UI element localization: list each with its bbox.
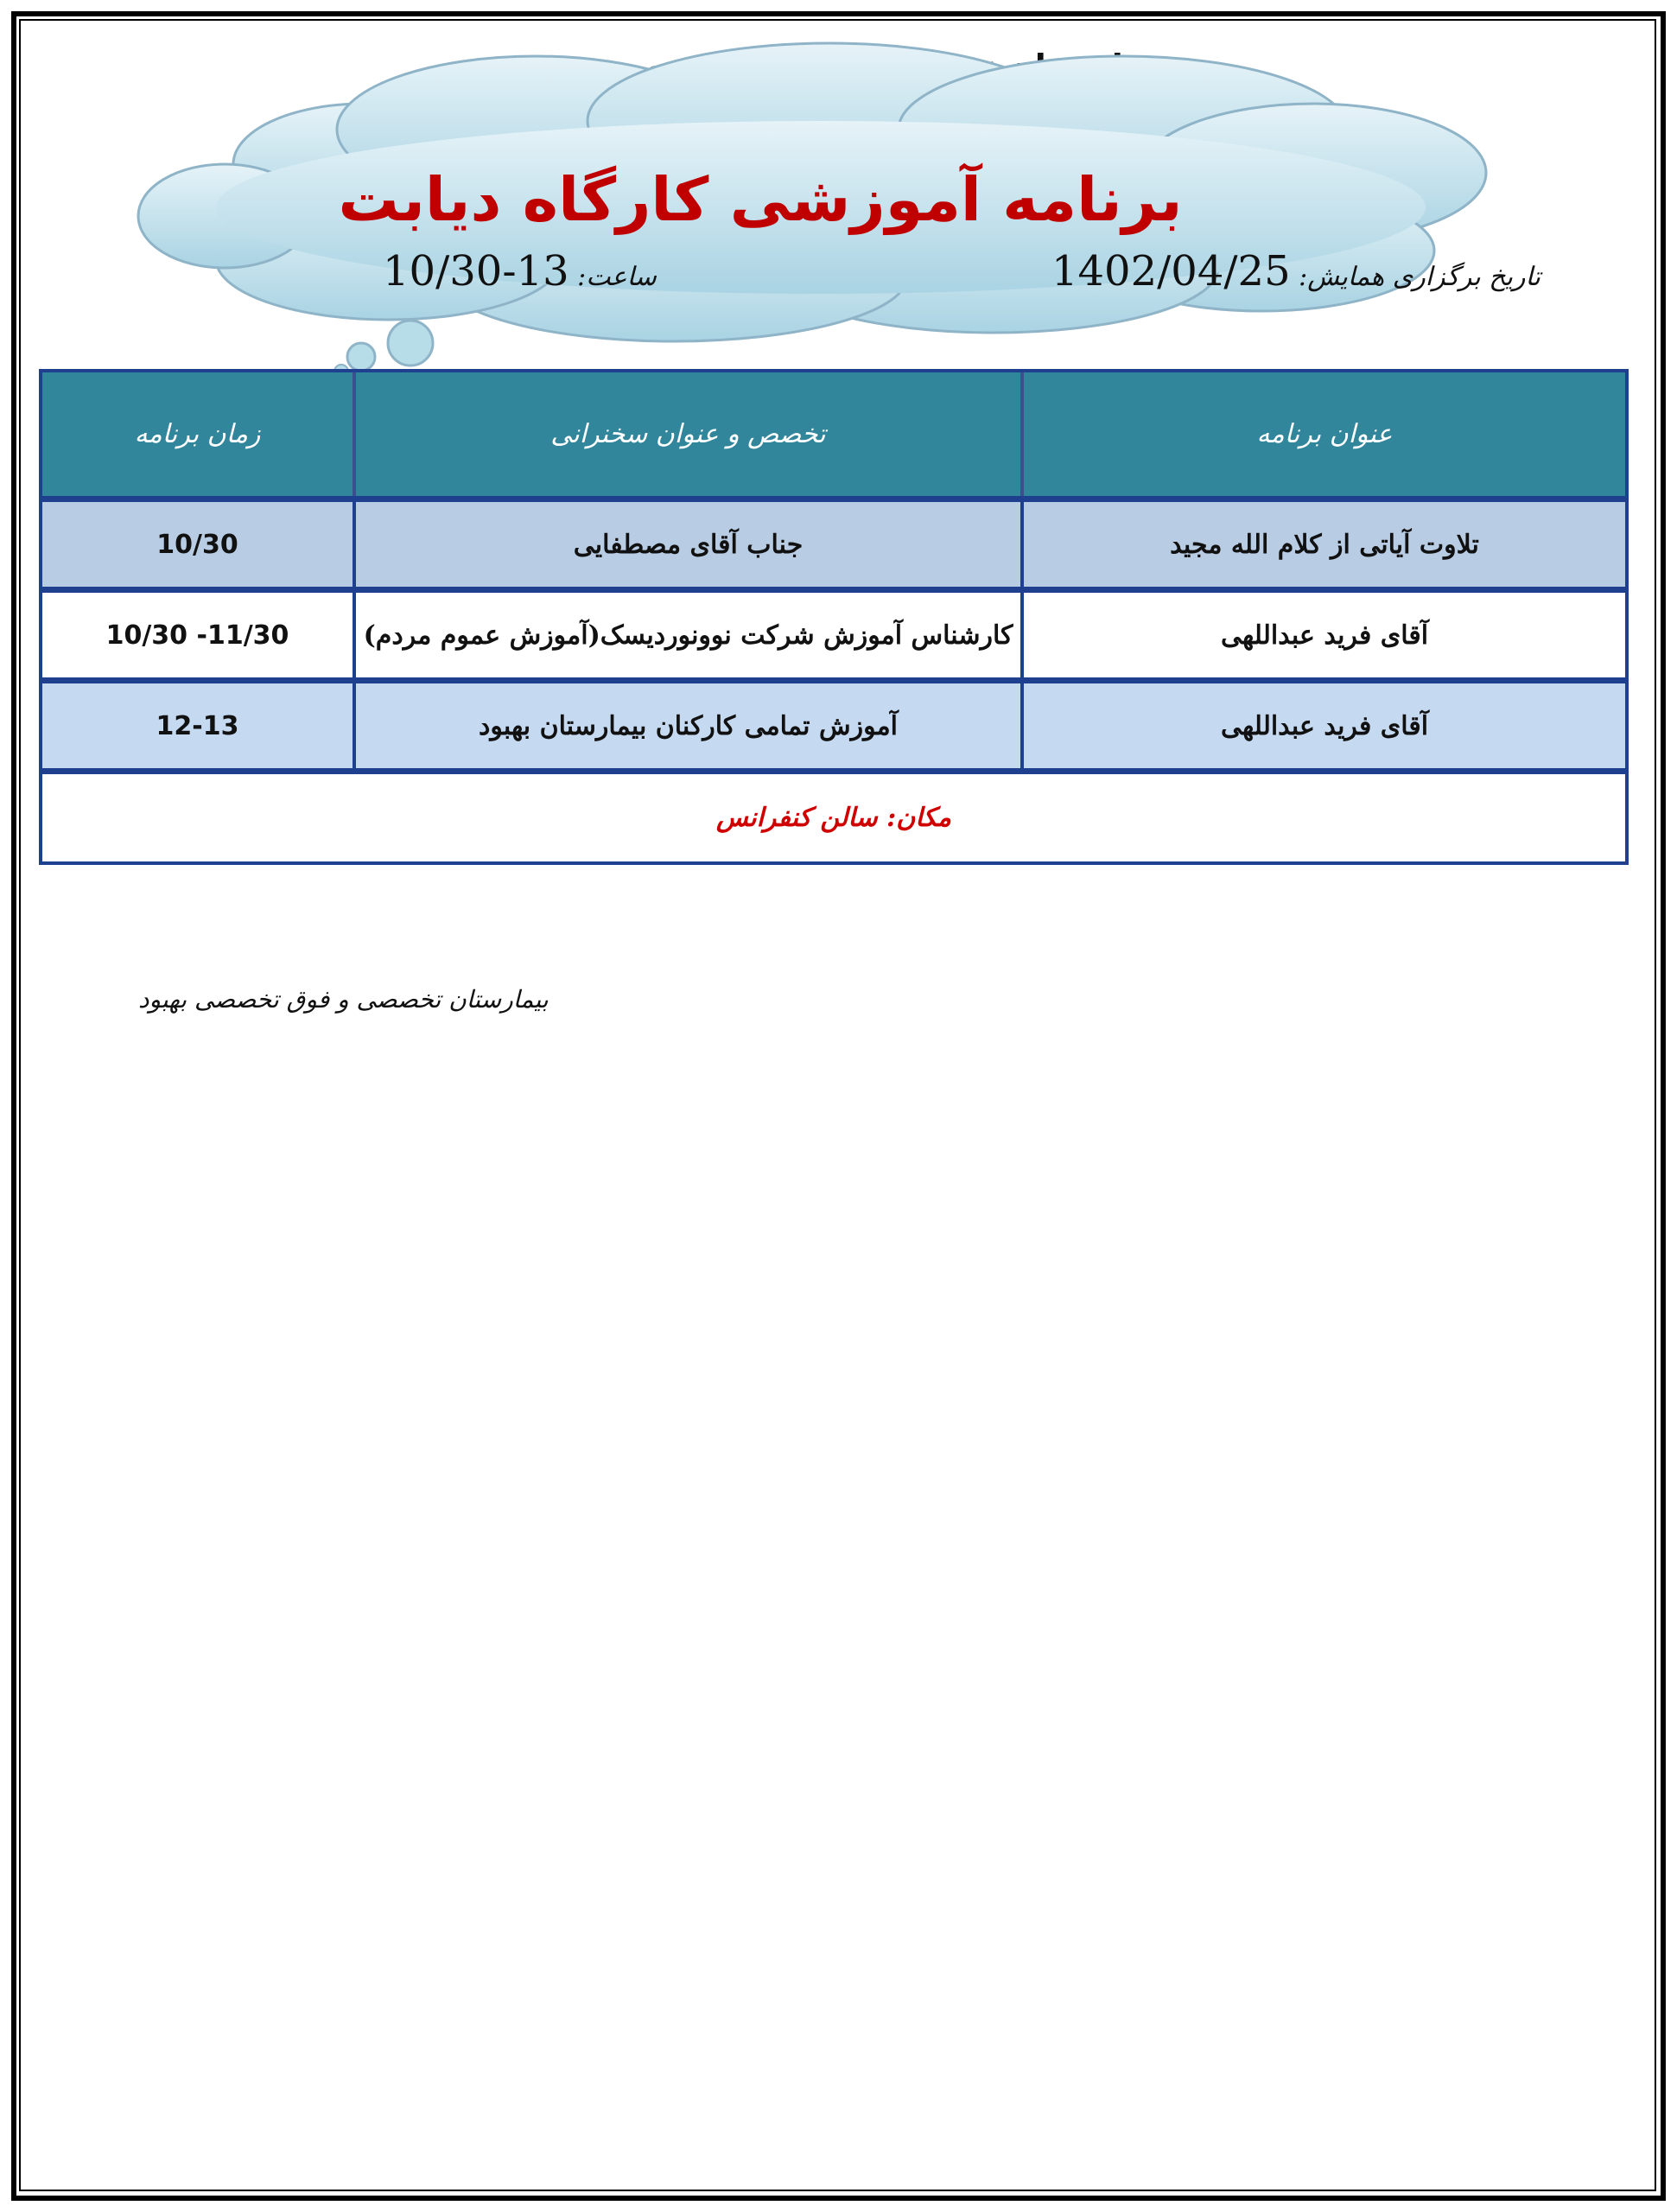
event-date <box>1051 247 1540 296</box>
column-header-speaker: تخصص و عنوان سخنرانی <box>353 372 1020 496</box>
time-value: 13-10/30 <box>383 247 569 296</box>
table-row <box>39 589 1629 681</box>
signature-text: بیمارستان تخصصی و فوق تخصصی بهبود <box>138 985 549 1014</box>
row-time: 10/30 <box>156 529 238 560</box>
date-value: 1402/04/25 <box>1051 247 1291 296</box>
event-time <box>383 247 657 296</box>
row-speaker: جناب آقای مصطفایی <box>353 502 1020 587</box>
row-time: 12-13 <box>156 710 239 741</box>
row-speaker: آموزش تمامی کارکنان بیمارستان بهبود <box>353 683 1020 768</box>
row-time: 10/30 -11/30 <box>105 620 289 651</box>
table-header-row <box>39 369 1629 499</box>
row-speaker: کارشناس آموزش شرکت نوونوردیسک(آموزش عموم مردم) <box>353 593 1020 677</box>
row-title: تلاوت آیاتی از کلام الله مجید <box>1020 502 1625 587</box>
table-row <box>39 499 1629 590</box>
time-label: ساعت: <box>577 262 657 292</box>
location-row <box>39 771 1629 865</box>
column-header-time: زمان برنامه <box>134 419 261 449</box>
row-title: آقای فرید عبداللهی <box>1020 593 1625 677</box>
date-label: تاریخ برگزاری همایش: <box>1299 262 1540 292</box>
location-text: مکان: سالن کنفرانس <box>715 803 952 833</box>
row-title: آقای فرید عبداللهی <box>1020 683 1625 768</box>
column-header-title: عنوان برنامه <box>1020 372 1625 496</box>
workshop-title: برنامه آموزشی کارگاه دیابت <box>338 164 1183 235</box>
table-row <box>39 680 1629 772</box>
